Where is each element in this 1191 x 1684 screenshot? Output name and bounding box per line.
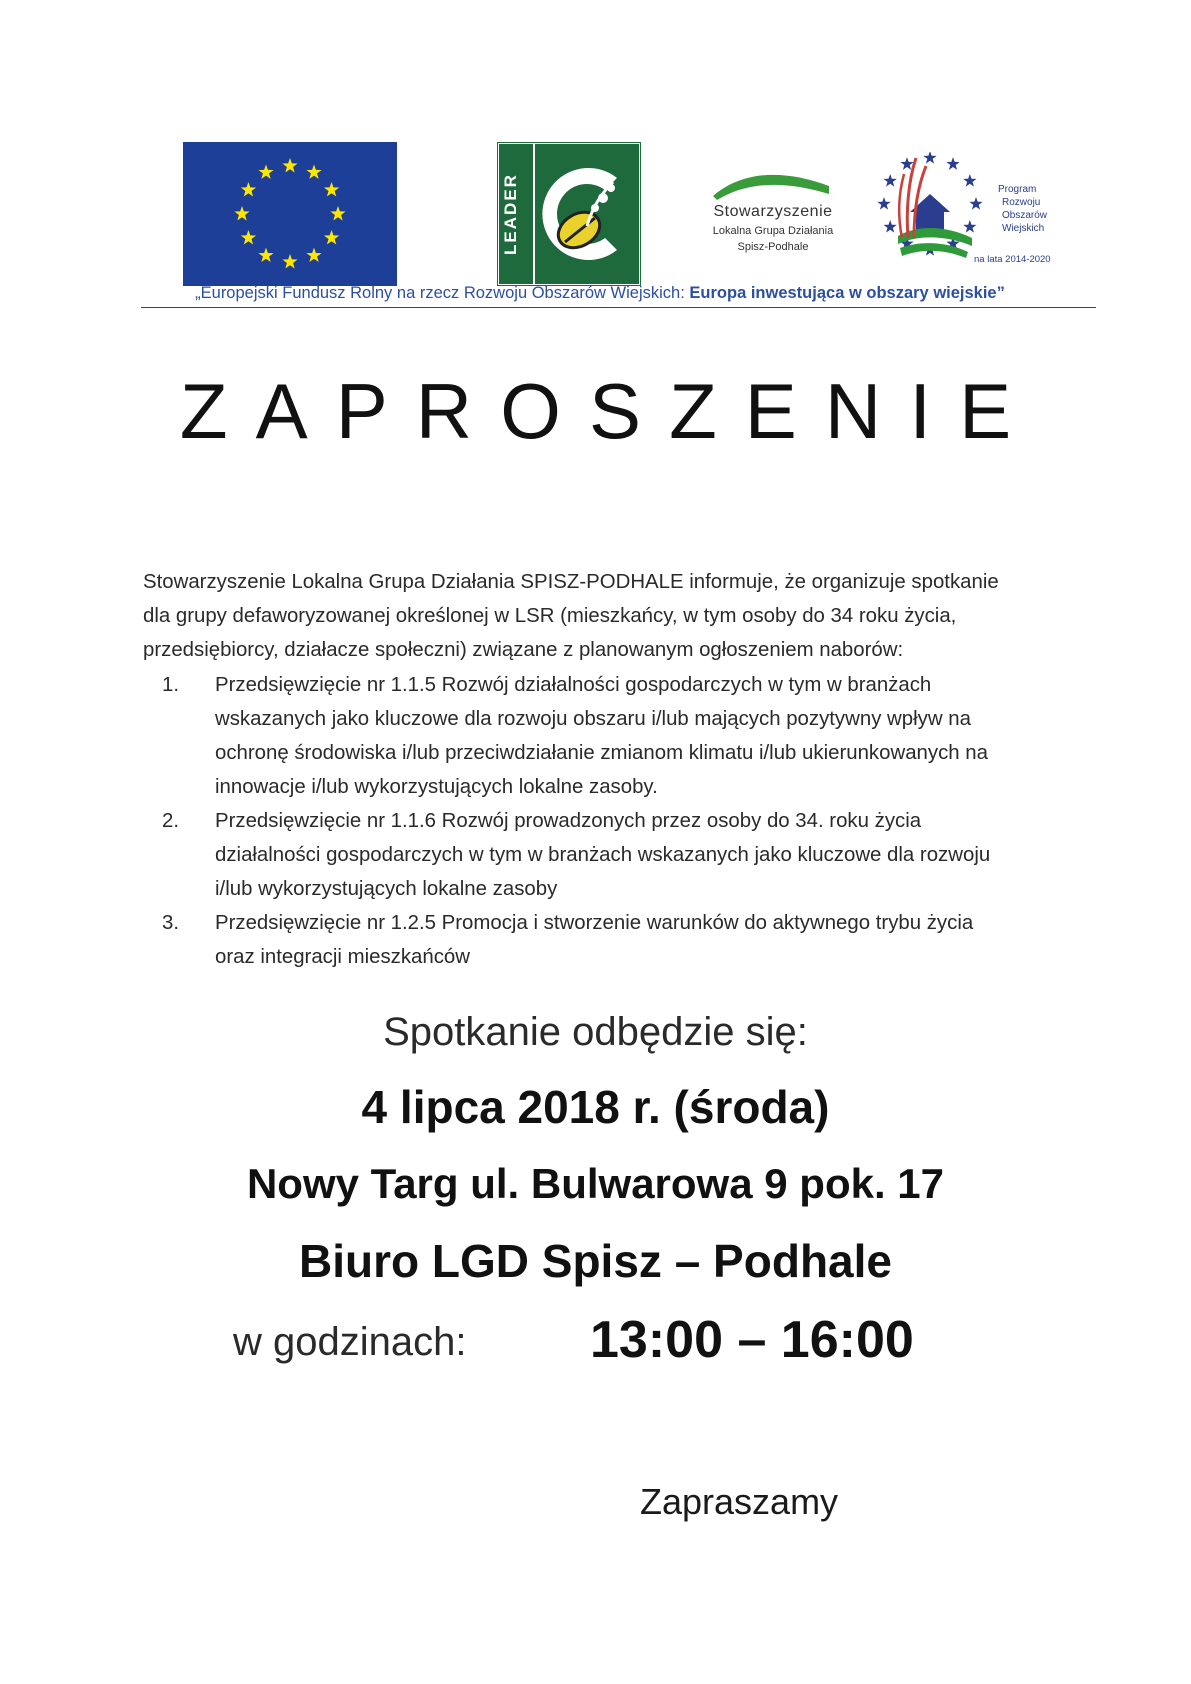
eu-flag-logo: [183, 142, 397, 286]
header-divider: [141, 307, 1096, 308]
lgd-spisz-podhale-logo: [711, 166, 841, 262]
meeting-intro: Spotkanie odbędzie się:: [383, 1010, 808, 1054]
prow-star-icon: [963, 220, 976, 233]
prow-line-3: Obszarów: [1002, 210, 1048, 221]
document-title: ZAPROSZENIE: [179, 367, 1040, 455]
list-item-line: oraz integracji mieszkańców: [215, 946, 470, 968]
prow-star-icon: [969, 197, 982, 210]
meeting-office: Biuro LGD Spisz – Podhale: [299, 1235, 892, 1287]
prow-line-4: Wiejskich: [1002, 223, 1045, 234]
hours-value: 13:00 – 16:00: [590, 1311, 914, 1369]
list-item-number: 2.: [162, 810, 180, 832]
prow-line-2: Rozwoju: [1002, 197, 1041, 208]
eafrd-slogan-bold: Europa inwestująca w obszary wiejskie”: [689, 284, 1005, 302]
hours-label: w godzinach:: [233, 1320, 467, 1364]
prow-star-icon: [877, 197, 890, 210]
lgd-logo-name: Stowarzyszenie: [713, 203, 833, 220]
list-item-line: Przedsięwzięcie nr 1.2.5 Promocja i stworzenie warunków do aktywnego trybu życia: [215, 912, 974, 934]
intro-paragraph: [143, 565, 1073, 667]
prow-star-icon: [946, 157, 959, 170]
undertakings-list: [143, 668, 1083, 974]
leader-logo: [497, 142, 641, 286]
intro-line: przedsiębiorcy, działacze społeczni) związane z planowanym ogłoszeniem naborów:: [143, 639, 904, 661]
list-item-line: działalności gospodarczych w tym w branżach wskazanych jako kluczowe dla rozwoju: [215, 844, 991, 866]
leader-logo-text: LEADER: [501, 173, 520, 255]
list-item-line: ochronę środowiska i/lub przeciwdziałanie zmianom klimatu i/lub ukierunkowanych na: [215, 742, 988, 764]
list-item-line: wskazanych jako kluczowe dla rozwoju obszaru i/lub mających pozytywny wpływ na: [215, 708, 971, 730]
prow-years: na lata 2014-2020: [974, 254, 1051, 265]
prow-star-icon: [963, 174, 976, 187]
eafrd-slogan-regular: „Europejski Fundusz Rolny na rzecz Rozwoju Obszarów Wiejskich:: [195, 284, 690, 302]
prow-star-icon: [923, 152, 936, 164]
prow-star-icon: [884, 174, 897, 187]
list-item-line: i/lub wykorzystujących lokalne zasoby: [215, 878, 558, 900]
intro-line: dla grupy defaworyzowanej określonej w LSR (mieszkańcy, w tym osoby do 34 roku życia,: [143, 605, 957, 627]
prow-logo: [868, 152, 1068, 278]
lgd-logo-sub2: Spisz-Podhale: [737, 241, 809, 253]
list-item-line: Przedsięwzięcie nr 1.1.5 Rozwój działalności gospodarczych w tym w branżach: [215, 674, 932, 696]
list-item-number: 3.: [162, 912, 180, 934]
closing-text: Zapraszamy: [640, 1481, 839, 1522]
list-item: [143, 906, 1083, 974]
list-item-line: Przedsięwzięcie nr 1.1.6 Rozwój prowadzonych przez osoby do 34. roku życia: [215, 810, 922, 832]
intro-line: Stowarzyszenie Lokalna Grupa Działania SPISZ-PODHALE informuje, że organizuje spotkanie: [143, 571, 999, 593]
meeting-address: Nowy Targ ul. Bulwarowa 9 pok. 17: [246, 1160, 945, 1207]
eafrd-slogan: [120, 284, 1080, 303]
list-item-line: innowacje i/lub wykorzystujących lokalne zasoby.: [215, 776, 658, 798]
prow-star-icon: [884, 220, 897, 233]
prow-line-1: Program: [998, 184, 1037, 195]
lgd-logo-sub1: Lokalna Grupa Działania: [712, 225, 834, 237]
list-item-number: 1.: [162, 674, 180, 696]
list-item: [143, 804, 1083, 906]
list-item: [143, 668, 1083, 804]
meeting-date: 4 lipca 2018 r. (środa): [361, 1081, 830, 1133]
